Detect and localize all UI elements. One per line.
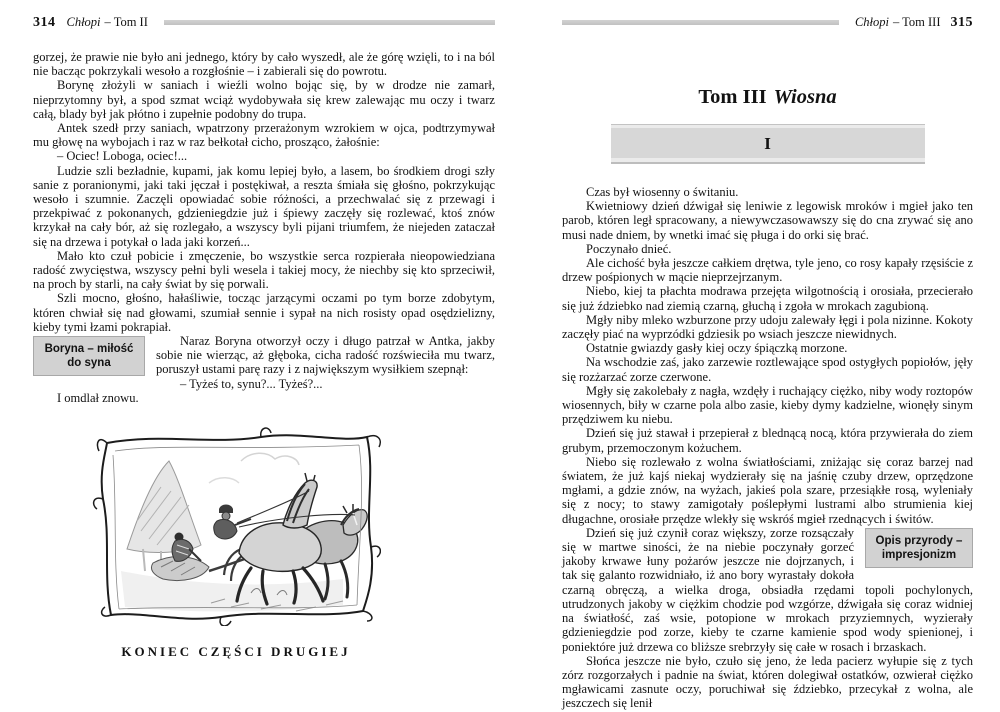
paragraph-dialogue: – Ociec! Loboga, ociec!... <box>57 149 188 164</box>
paragraph: Ale cichość była jeszcze całkiem drętwa, tyle jeno, co rosy kapały rzęsiście z drzew pośpionych w mącie nieprzejrzanym. <box>562 256 973 285</box>
tom-title-volume: Tom III <box>698 86 767 108</box>
chapter-number: I <box>764 134 771 153</box>
page-number: 315 <box>950 14 973 30</box>
horses-sleigh-illustration <box>91 421 381 631</box>
paragraph: Mgły niby mleko wzburzone przy udoju zalewały łęgi i pola nizinne. Kokoty zaczęły piać na wyprzódki gdziesik po wsiach jeszcze niewidnych. <box>562 312 973 342</box>
paragraph: Na wschodzie zaś, jako zarzewie roztlewające spod ostygłych popiołów, jęły się rozżarzać zorze czerwone. <box>562 355 973 384</box>
paragraph: Mało kto czuł pobicie i zmęczenie, bo wszystkie serca rozpierała nieopowiedziana radość zwycięstwa, wszyscy pełni byli wesela i takiej mocy, że niechby się kto sprzeciwił, na proch by starli, na cały świat by się porwali. <box>33 248 495 292</box>
header-rule <box>562 20 839 25</box>
running-head-left <box>33 15 495 30</box>
body-text-right <box>562 185 973 711</box>
paragraph: Czas był wiosenny o świtaniu. <box>586 185 739 199</box>
paragraph: gorzej, że prawie nie było ani jednego, który by cało wyszedł, ale że górę wzięli, to i na ból nie bacząc pokrzykali wesoło a rozgłośnie – i zabierali się do powrotu. <box>33 50 495 79</box>
header-rule <box>164 20 495 25</box>
page-right <box>562 0 973 711</box>
margin-note-impresjonizm: Opis przyrody – impresjonizm <box>865 528 973 568</box>
paragraph: Borynę złożyli w saniach i wieźli wolno bojąc się, by w drodze nie zamarł, nieprzytomny był, a spod szmat wciąż wydobywała się krew zalewając mu oczy i twarz całą, blady był jak płótno i zupełnie podobny do trupa. <box>33 78 495 121</box>
end-of-part-caption: KONIEC CZĘŚCI DRUGIEJ <box>121 644 351 660</box>
page-left <box>33 0 495 660</box>
paragraph: Poczynało dnieć. <box>586 241 672 256</box>
page-number: 314 <box>33 14 56 30</box>
paragraph <box>33 334 495 377</box>
volume-label: – Tom II <box>104 15 148 29</box>
tom-title <box>562 85 973 109</box>
paragraph <box>562 526 973 654</box>
paragraph: I omdlał znowu. <box>57 390 139 405</box>
paragraph-dialogue: – Tyżeś to, synu?... Tyżeś?... <box>180 376 323 391</box>
paragraph: Kwietniowy dzień dźwigał się leniwie z legowisk mroków i mgieł jako ten parob, któren legł spracowany, a niewywczasowawszy się do cna zrywać się ano musi nade dniem, by wnetki imać się pługa i do orki się brać. <box>562 199 973 242</box>
running-head-right <box>562 15 973 30</box>
book-title: Chłopi <box>66 15 101 29</box>
volume-label: – Tom III <box>893 15 941 29</box>
paragraph: Niebo się rozlewało z wolna światłościami, zniżając się coraz barzej nad światem, że już kajś niekaj wydzierały się na jaśnię czuby drzew, oprzędzone mgłami, a gdzie znów, na wyżach, jakieś pola szare, przesiąkłe rosą, wyleniały się z nocy; to stawy zamigotały poślepłymi lustrami albo strumienia kiej długachne, orosiałe przędze wlekły się wskróś mgieł rzednących i świtów. <box>562 454 973 526</box>
paragraph: Dzień się już stawał i przepierał z blednącą nocą, która przywierała do ziem grubym, przemoczonym kożuchem. <box>562 426 973 455</box>
margin-note-boryna: Boryna – miłość do syna <box>33 336 145 376</box>
paragraph: Szli mocno, głośno, hałaśliwie, tocząc jarzącymi oczami po tym borze zdobytym, któren chwiał się nad głowami, szumiał sennie i sypał na nich rosisty opad osędzielizny, kieby tymi łzami pokrapiał. <box>33 291 495 334</box>
book-title: Chłopi <box>854 15 889 29</box>
body-text-left <box>33 50 495 405</box>
paragraph: Niebo, kiej ta płachta modrawa przejęta wilgotnością i orosiała, przecierało się już ździebko nad ziemią czarną, głuchą i zgoła w mrokach zagubioną. <box>562 284 973 313</box>
paragraph: Słońca jeszcze nie było, czuło się jeno, że leda pacierz wyłupie się z tych zórz rozgorzałych i padnie na świat, któren dolegiwał ostatków, ozwierał ciężko mgławicami zasnute oczy, poruchiwał się ździebko, przecykał z wolna, ale jeszczech się lenił <box>562 653 973 711</box>
chapter-heading-box <box>611 124 925 164</box>
paragraph: Ludzie szli bezładnie, kupami, jak komu lepiej było, a lasem, bo środkiem drogi szły sanie z poranionymi, jaki taki jęczał i postękiwał, a reszta śmiała się głośno, pokrzykując wesoło i szumnie. Zaczęli opowiadać sobie różności, a przechwalać się z przewagi i przekpiwać z pokonanych, gdzieniegdzie już i śpiewy zaczęły się rozlewać, ktoś znów krzykał na cały bór, aż się rozlegało, a wszyscy byli pijani triumfem, że niejeden zataczał się na drzewa i potykał o lada jaki korzeń... <box>33 163 495 249</box>
paragraph: Antek szedł przy saniach, wpatrzony przerażonym wzrokiem w ojca, podtrzymywał mu głowę na wybojach i raz w raz bełkotał cicho, prosząco, żałośnie: <box>33 121 495 150</box>
paragraph-text: Naraz Boryna otworzył oczy i długo patrzał w Antka, jakby sobie nie wierząc, aż głęboka, cicha radość rozświeciła mu twarz, poruszył ustami parę razy i z największym wysiłkiem szepnął: <box>156 334 495 377</box>
tom-title-part: Wiosna <box>773 86 837 108</box>
paragraph: Ostatnie gwiazdy gasły kiej oczy śpiączką morzone. <box>586 341 848 356</box>
paragraph-text: Dzień się już czynił coraz większy, zorze rozsączały się w martwe siności, że na niebie poczynały gorzeć jakoby krwawe łuny pożarów jeszcze nie dojrzanych, i tak się galanto rozwidniało, iż ano bory wyrastały dokoła czarną obręczą, a wielka droga, obsiadła rzędami topoli pochylonych, utrudzonych jakoby w ciężkim chodzie pod wzgórze, dźwigała się coraz widniej na światłość, zaś wsie, potopione w mrokach przyziemnych, wyzierały gdzieniegdzie pod zorze, kieby te czarne kamienie spod wody spienionej, i poniektóre już drzewa co bliższe srebrzyły się całe w rosach i brzaskach. <box>562 525 973 654</box>
paragraph: Mgły się zakolebały z nagła, wzdęły i ruchający ciężko, niby wody roztopów wiosennych, biły w czarne pola albo zasie, kieby dymy kadzielne, wionęły sinym przędziwem ku niebu. <box>562 383 973 427</box>
